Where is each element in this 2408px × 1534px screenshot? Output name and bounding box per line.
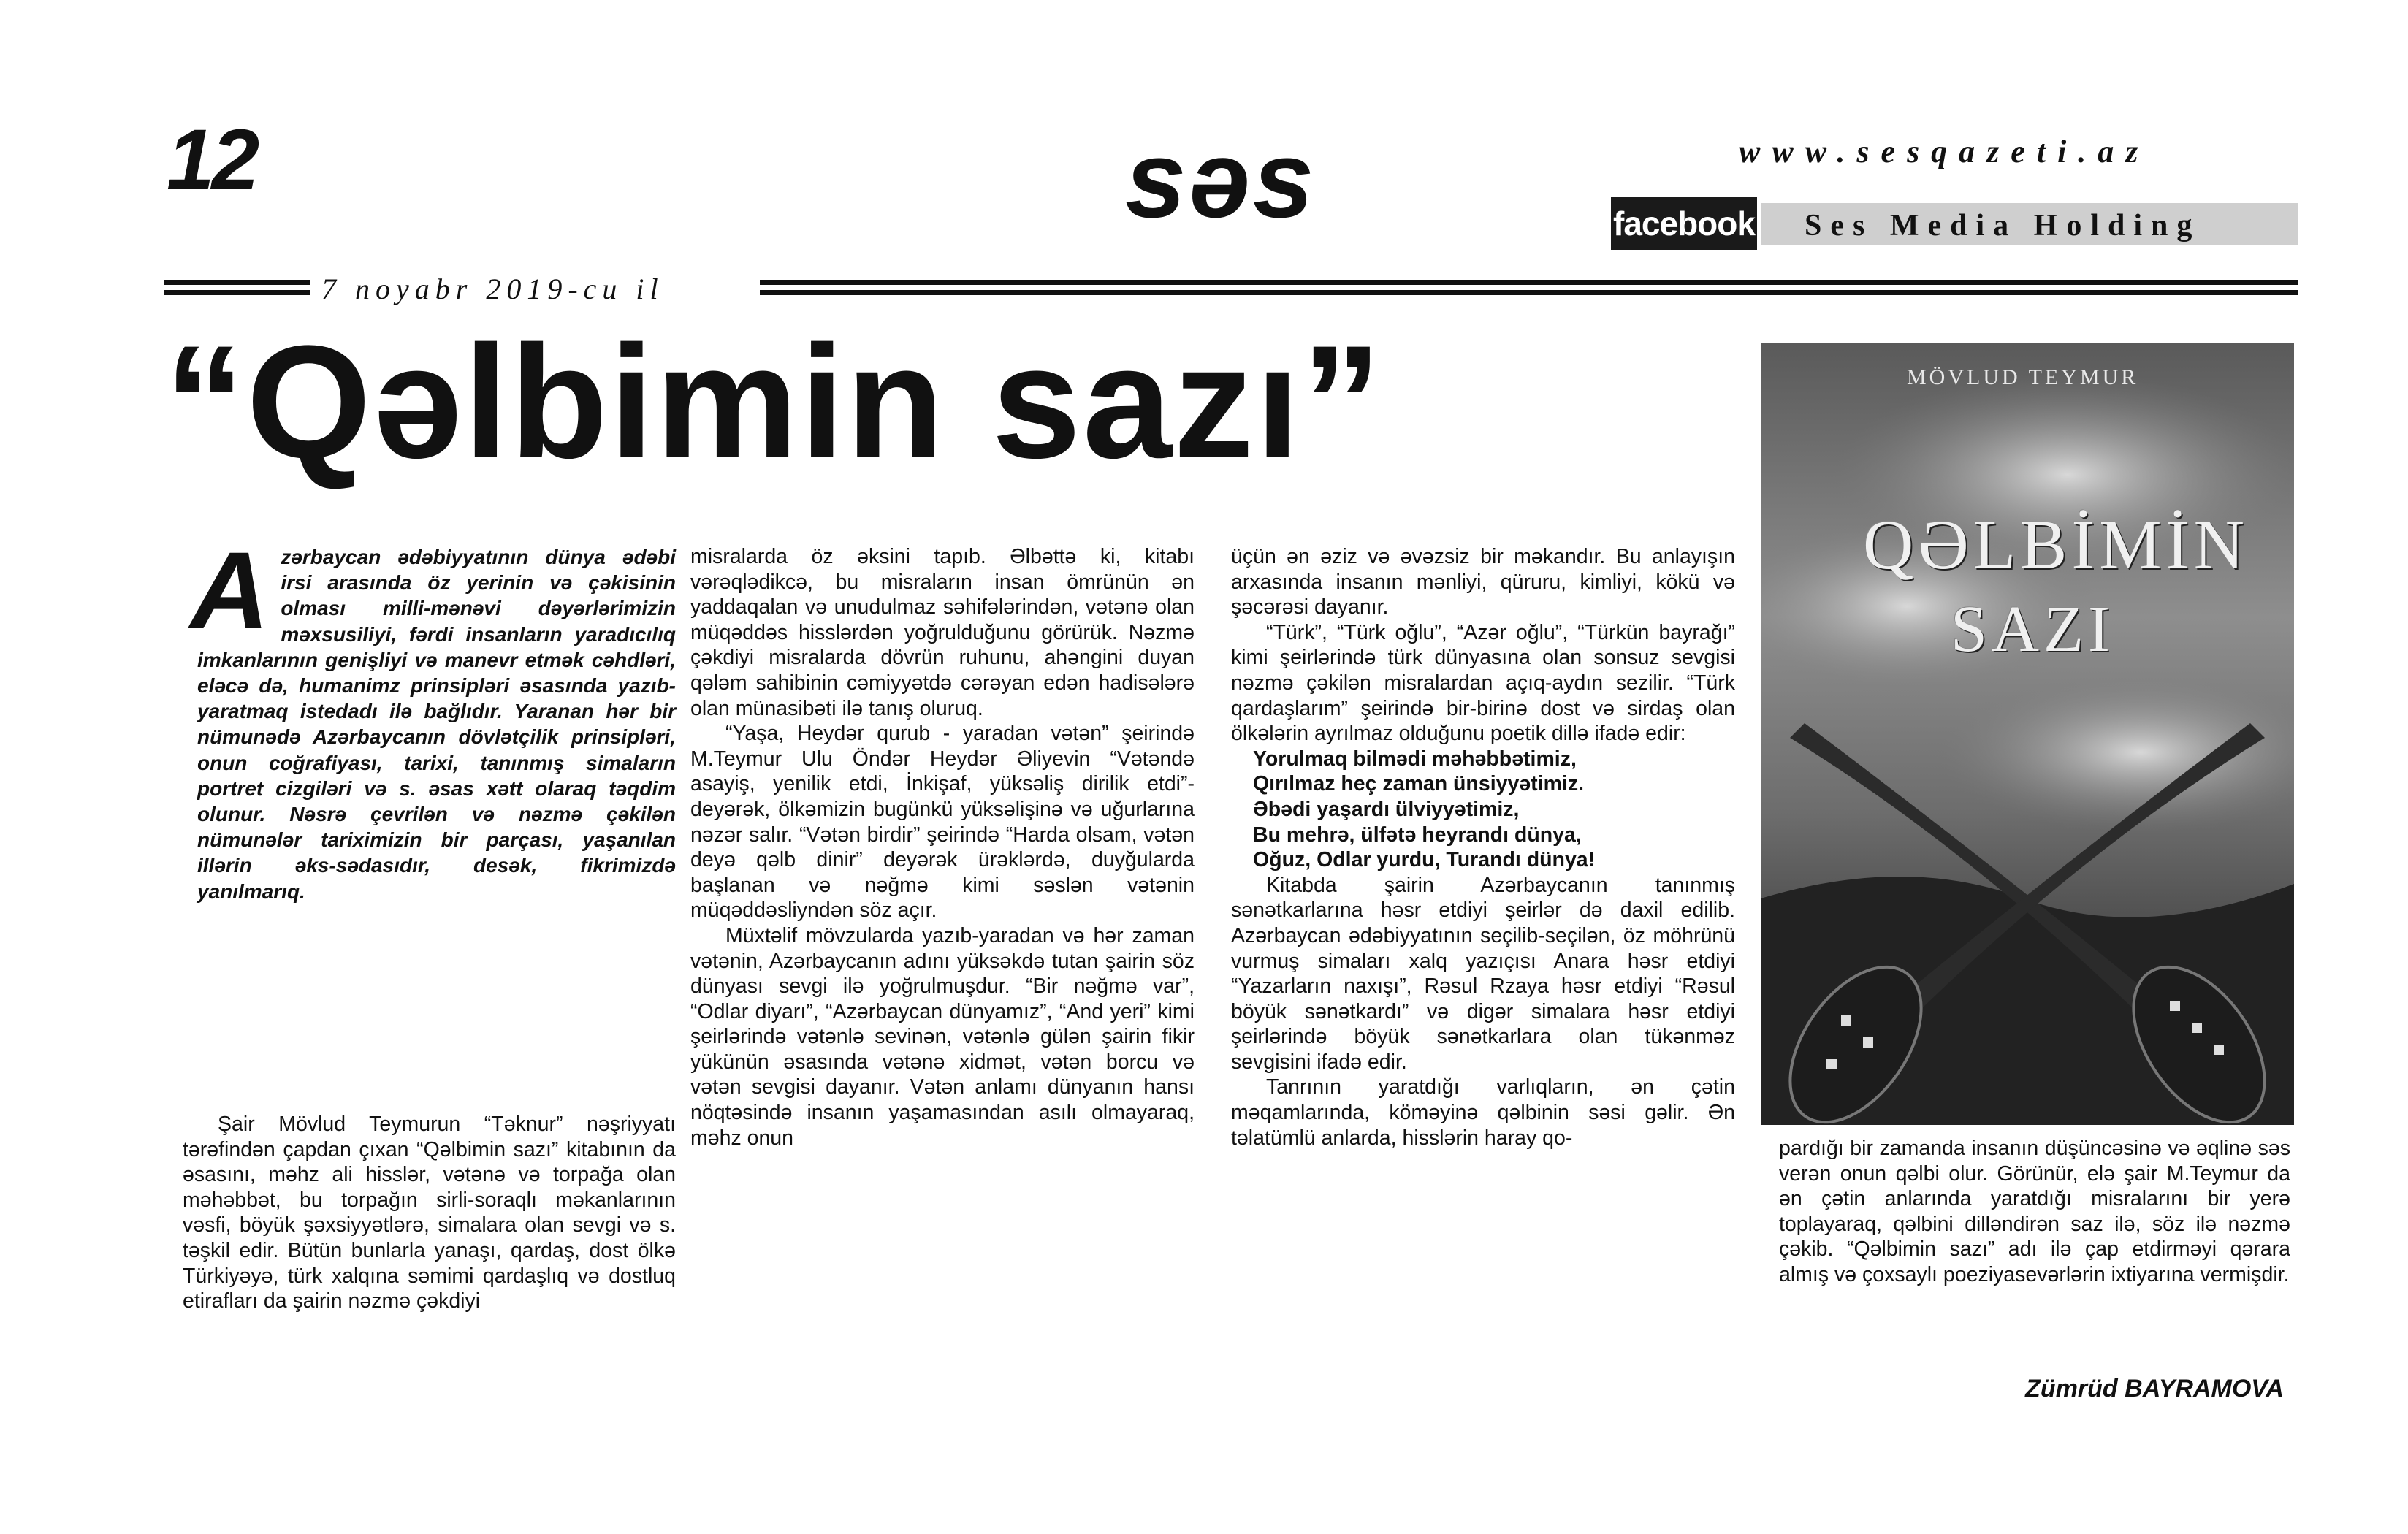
paragraph: Müxtəlif mövzularda yazıb-yaradan və hər zaman vətənin, Azərbaycanın adını yüksəkdə tutan şairin söz dünyası sevgi ilə yoğrulmuşdur. “Bir nəğmə var”, “Odlar diyarı”, “Azərbaycan dünyamız”, “And yeri” kimi şeirlərində vətənlə sevinən, vətənlə gülən şairin fikir yükünün əsasında vətənə xidmət, vətən borcu və vətən sevgisi dayanır. Vətən anlamı dünyanın hansı nöqtəsində insanın yaşamasından asılı olmayaraq, məhz onun	[690, 923, 1195, 1150]
column-4	[1779, 1136, 2290, 1288]
cover-author-text: MÖVLUD TEYMUR	[1907, 365, 2139, 389]
author-signature: Zümrüd BAYRAMOVA	[2025, 1375, 2284, 1403]
paragraph: misralarda öz əksini tapıb. Əlbəttə ki, kitabı vərəqlədikcə, bu misraların insan ömrünün ən yaddaqalan və unudulmaz səhifələrindən, vətənə olan müqəddəs hisslərdən yoğrulduğunu görürük. Nəzmə çəkdiyi misralarda dövrün ruhunu, ahəngini duyan qələm sahibinin cəmiyyətdə cərəyan edən hadisələrə olan münasibəti ilə tanış oluruq.	[690, 545, 1195, 720]
rule-right-top	[760, 280, 2298, 285]
poem-line: Oğuz, Odlar yurdu, Turandı dünya!	[1253, 848, 1596, 872]
paragraph: “Yaşa, Heydər qurub - yaradan vətən” şeirində M.Teymur Ulu Öndər Heydər Əliyevin “Vətəndə asayiş, yenilik etdi, İnkişaf, yüksəliş dirilik etdi”- deyərək, ölkəmizin bugünkü yüksəlişinə və uğurlarına nəzər salır. “Vətən birdir” şeirində “Harda olsam, vətən deyə qəlb dinir” deyərək ürəklərdə, duyğularda başlanan və nəğmə kimi səslən vətənin müqəddəsliyndən söz açır.	[690, 722, 1195, 923]
lead-text: zərbaycan ədəbiyyatının dünya ədəbi irsi arasında öz yerinin və çəkisinin olması milli-mənəvi dəyərlərimizin məxsusiliyi, fərdi insanların yaradıcılıq imkanlarının genişliyi və manevr etmək cəhdləri, eləcə də, humanimz prinsipləri əsasında yazıb-yaratmaq istedadı ilə bağlıdır. Yaranan hər bir nümunədə Azərbaycanın dövlətçilik prinsipləri, onun coğrafiyası, tarixi, tanınmış simaların portret cizgiləri və s. əsas xətt olaraq təqdim olunur. Nəsrə çevrilən və nəzmə çəkilən nümunələr tariximizin bir parçası, yaşanılan illərin əks-sədasıdır, desək, fikrimizdə yanılmarıq.	[197, 546, 676, 903]
column-1	[183, 1112, 676, 1314]
poem-quote	[1231, 747, 1735, 873]
rule-right-bottom	[760, 290, 2298, 295]
poem-line: Qırılmaz heç zaman ünsiyyətimiz.	[1253, 772, 1584, 796]
article-headline: “Qəlbimin sazı”	[164, 312, 1384, 492]
facebook-badge: facebook	[1611, 197, 1757, 250]
rule-left-top	[164, 280, 310, 285]
drop-cap: A	[190, 529, 270, 652]
column-3	[1231, 544, 1735, 1150]
website-url: www.sesqazeti.az	[1739, 134, 2150, 169]
issue-date: 7 noyabr 2019-cu il	[321, 272, 664, 305]
holding-name: Ses Media Holding	[1805, 209, 2201, 243]
column-2	[690, 544, 1195, 1150]
cover-title-line1: QƏLBİMİN	[1863, 505, 2249, 584]
article-lead	[190, 529, 676, 904]
poem-line: Bu mehrə, ülfətə heyrandı dünya,	[1253, 823, 1582, 847]
paragraph: Şair Mövlud Teymurun “Təknur” nəşriyyatı tərəfindən çapdan çıxan “Qəlbimin sazı” kitabının da əsasını, məhz ali hisslər, vətənə və torpağa olan məhəbbət, bu torpağın sirli-soraqlı məkanlarının vəsfi, böyük şəxsiyyətlərə, simalara olan sevgi və s. təşkil edir. Bütün bunlarla yanaşı, qardaş, dost ölkə Türkiyəyə, türk xalqına səmimi qardaşlıq və dostluq etirafları da şairin nəzmə çəkdiyi	[183, 1113, 676, 1313]
paragraph: Kitabda şairin Azərbaycanın tanınmış sənətkarlarına həsr etdiyi şeirlər də daxil edilib. Azərbaycan ədəbiyyatının seçilib-seçilən, öz möhrünü vurmuş simaları xalq yazıçısı Anara həsr etdiyi “Yazarların naxışı”, Rəsul Rzaya həsr etdiyi “Rəsul böyük sənətkardı” və digər simalara həsr etdiyi şeirlərində böyük sənətkarlara olan tükənməz sevgisini ifadə edir.	[1231, 873, 1735, 1074]
cover-title-line2: SAZI	[1951, 593, 2114, 665]
paragraph: pardığı bir zamanda insanın düşüncəsinə və əqlinə səs verən onun qəlbi olur. Görünür, elə şair M.Teymur da ən çətin anlarında yaratdığı misralarını bir yerə toplayaraq, qəlbini dilləndirən saz ilə, söz ilə nəzmə çəkib. “Qəlbimin sazı” adı ilə çap etdirməyi qərara almış və çoxsaylı poeziyasevərlərin ixtiyarına vermişdir.	[1779, 1137, 2290, 1286]
rule-left-bottom	[164, 290, 310, 295]
masthead-logo: səs	[1125, 118, 1317, 240]
poem-line: Yorulmaq bilmədi məhəbbətimiz,	[1253, 747, 1577, 771]
page-number: 12	[167, 112, 257, 208]
paragraph: Tanrının yaratdığı varlıqların, ən çətin məqamlarında, köməyinə qəlbinin səsi gəlir. Ən təlatümlü anlarda, hisslərin haray qo-	[1231, 1075, 1735, 1150]
book-cover-image	[1761, 343, 2294, 1125]
poem-line: Əbədi yaşardı ülviyyətimiz,	[1253, 797, 1520, 821]
paragraph: “Türk”, “Türk oğlu”, “Azər oğlu”, “Türkün bayrağı” kimi şeirlərində türk dünyasına olan sonsuz sevgisi nəzmə çəkilən misralardan açıq-aydın sezilir. “Türk qardaşlarım” şeirində bir-birinə dost və sirdaş olan ölkələrin ayrılmaz olduğunu poetik dillə ifadə edir:	[1231, 620, 1735, 746]
paragraph: üçün ən əziz və əvəzsiz bir məkandır. Bu anlayışın arxasında insanın mənliyi, qüruru, kimliyi, kökü və şəcərəsi dayanır.	[1231, 545, 1735, 619]
